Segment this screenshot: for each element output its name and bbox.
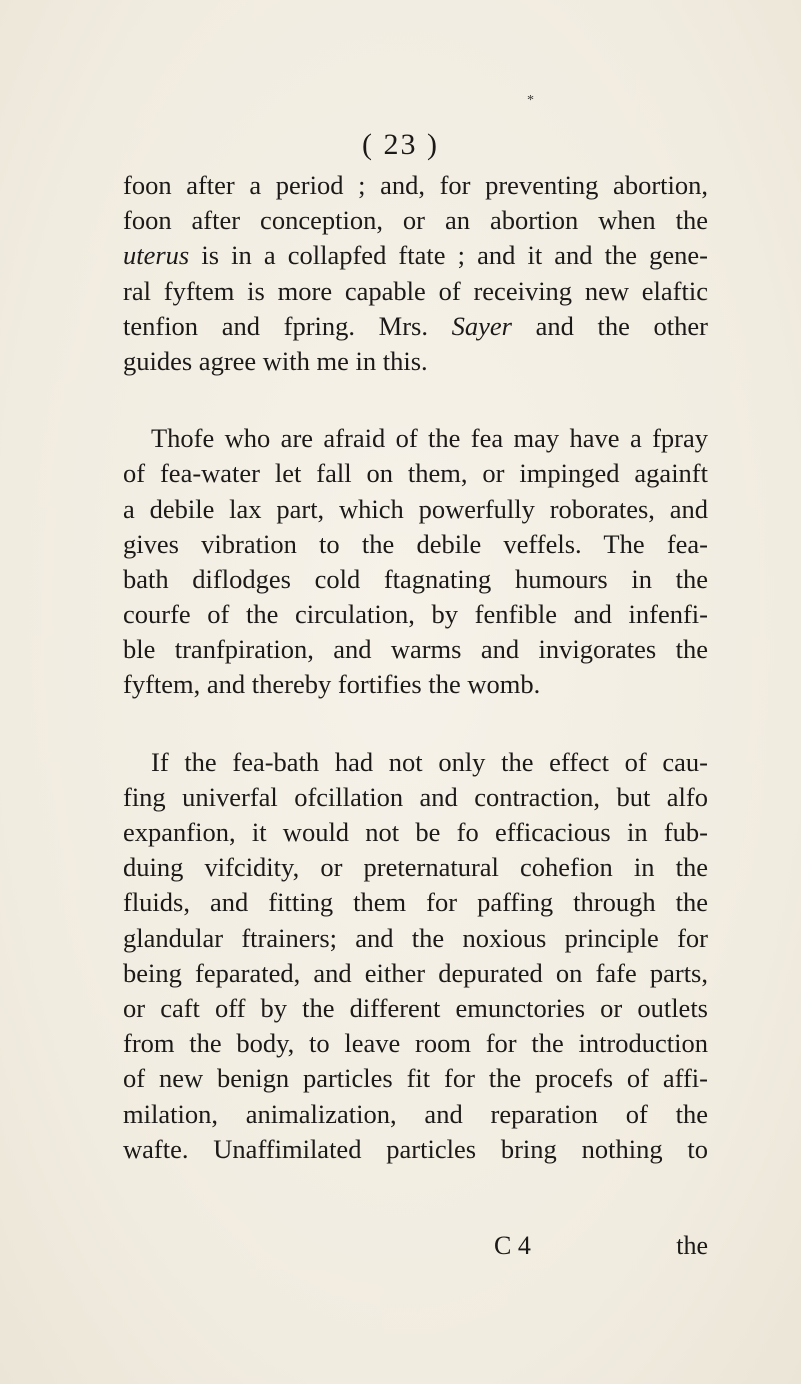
- text-line: being feparated, and either depurated on fafe parts,: [123, 957, 708, 988]
- text-line: duing vifcidity, or preternatural cohefion in the: [123, 852, 708, 883]
- text-line: from the body, to leave room for the introduction: [123, 1028, 708, 1059]
- text-line: gives vibration to the debile veffels. The fea-: [123, 528, 708, 559]
- paragraph-gap: [123, 703, 708, 745]
- text-fragment: tenfion and fpring. Mrs.: [123, 310, 452, 341]
- text-line: guides agree with me in this.: [123, 345, 428, 376]
- text-fragment: and the other: [511, 310, 708, 341]
- ink-mark: *: [527, 93, 534, 108]
- paragraph-2: [123, 421, 708, 703]
- text-line: Thofe who are afraid of the fea may have a fpray: [151, 423, 708, 454]
- page-number: ( 23 ): [362, 128, 439, 161]
- text-line: of fea-water let fall on them, or impinged againft: [123, 458, 708, 489]
- text-line: fing univerfal ofcillation and contraction, but alfo: [123, 781, 708, 812]
- italic-word: uterus: [123, 240, 190, 271]
- text-line: or caft off by the different emunctories or outlets: [123, 992, 708, 1023]
- text-line: wafte. Unaffimilated particles bring nothing to: [123, 1133, 708, 1164]
- text-line: of new benign particles fit for the procefs of affi-: [123, 1063, 708, 1094]
- italic-name: Sayer: [451, 310, 512, 341]
- text-line: [123, 309, 708, 344]
- text-line: ral fyftem is more capable of receiving new elaftic: [123, 275, 708, 306]
- text-line: courfe of the circulation, by fenfible and infenfi-: [123, 599, 708, 630]
- text-line: foon after conception, or an abortion when the: [123, 205, 708, 236]
- text-line: fyftem, and thereby fortifies the womb.: [123, 669, 541, 700]
- page-body: [123, 168, 708, 1167]
- paragraph-3: [123, 745, 708, 1167]
- text-line: milation, animalization, and reparation of the: [123, 1098, 708, 1129]
- text-line: If the fea-bath had not only the effect of cau-: [151, 746, 708, 777]
- text-line: bath diflodges cold ftagnating humours in the: [123, 563, 708, 594]
- signature-mark: C 4: [494, 1231, 531, 1260]
- text-line: [123, 238, 708, 273]
- text-line: fluids, and fitting them for paffing through the: [123, 887, 708, 918]
- text-line: expanfion, it would not be fo efficacious in fub-: [123, 817, 708, 847]
- page-footer: [123, 1228, 708, 1263]
- text-line: a debile lax part, which powerfully roborates, and: [123, 493, 708, 524]
- text-fragment: is in a collapfed ftate ; and it and the gene-: [189, 240, 708, 271]
- text-line: ble tranfpiration, and warms and invigorates the: [123, 634, 708, 665]
- paragraph-1: [123, 168, 708, 379]
- catchword: the: [676, 1231, 708, 1260]
- text-line: glandular ftrainers; and the noxious principle for: [123, 922, 708, 953]
- paragraph-gap: [123, 379, 708, 421]
- text-line: foon after a period ; and, for preventing abortion,: [123, 170, 708, 200]
